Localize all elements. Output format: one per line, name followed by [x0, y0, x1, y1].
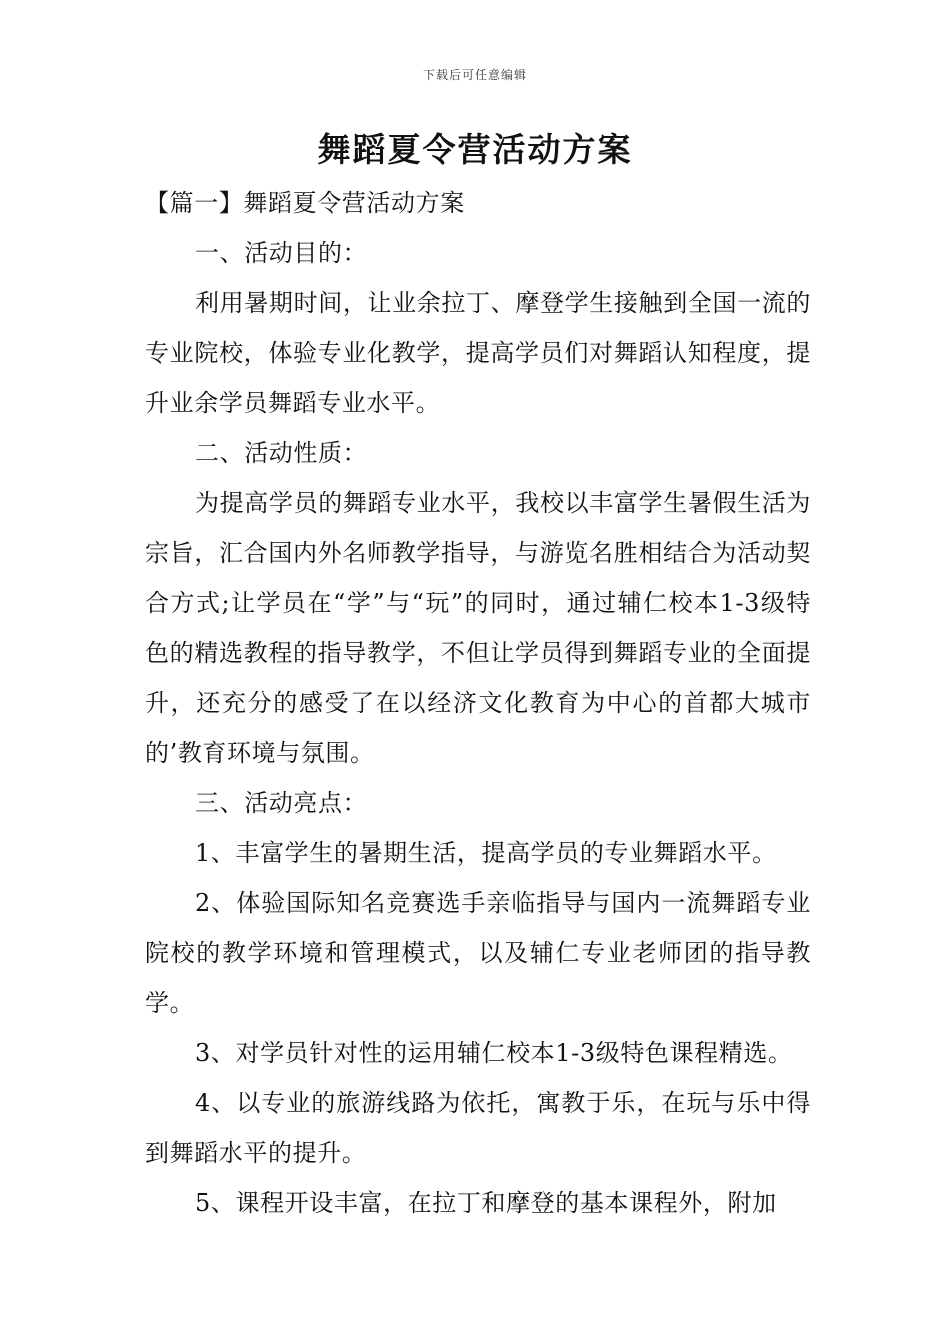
paragraph-activity-nature: 为提高学员的舞蹈专业水平，我校以丰富学生暑假生活为宗旨，汇合国内外名师教学指导，与游览名胜相结合为活动契合方式;让学员在“学”与“玩”的同时，通过辅仁校本1-3级特色的精选教程的指导教学，不但让学员得到舞蹈专业的全面提升，还充分的感受了在以经济文化教育为中心的首都大城市的’教育环境与氛围。	[145, 489, 811, 767]
highlight-item-5: 5、课程开设丰富，在拉丁和摩登的基本课程外，附加	[195, 1189, 777, 1217]
highlight-item-2: 2、体验国际知名竞赛选手亲临指导与国内一流舞蹈专业院校的教学环境和管理模式，以及辅仁专业老师团的指导教学。	[145, 889, 811, 1017]
document-body	[145, 178, 811, 1228]
heading-activity-nature: 二、活动性质：	[195, 439, 368, 467]
highlight-item-3: 3、对学员针对性的运用辅仁校本1-3级特色课程精选。	[195, 1039, 793, 1067]
document-title: 舞蹈夏令营活动方案	[317, 130, 633, 169]
highlight-item-4: 4、以专业的旅游线路为依托，寓教于乐，在玩与乐中得到舞蹈水平的提升。	[145, 1089, 811, 1167]
paragraph-activity-purpose: 利用暑期时间，让业余拉丁、摩登学生接触到全国一流的专业院校，体验专业化教学，提高学员们对舞蹈认知程度，提升业余学员舞蹈专业水平。	[145, 289, 811, 417]
heading-activity-purpose: 一、活动目的：	[195, 239, 368, 267]
section-label: 【篇一】舞蹈夏令营活动方案	[145, 189, 465, 217]
highlight-item-1: 1、丰富学生的暑期生活，提高学员的专业舞蹈水平。	[195, 839, 777, 867]
heading-activity-highlights: 三、活动亮点：	[195, 789, 368, 817]
page-header-note: 下载后可任意编辑	[422, 68, 527, 82]
